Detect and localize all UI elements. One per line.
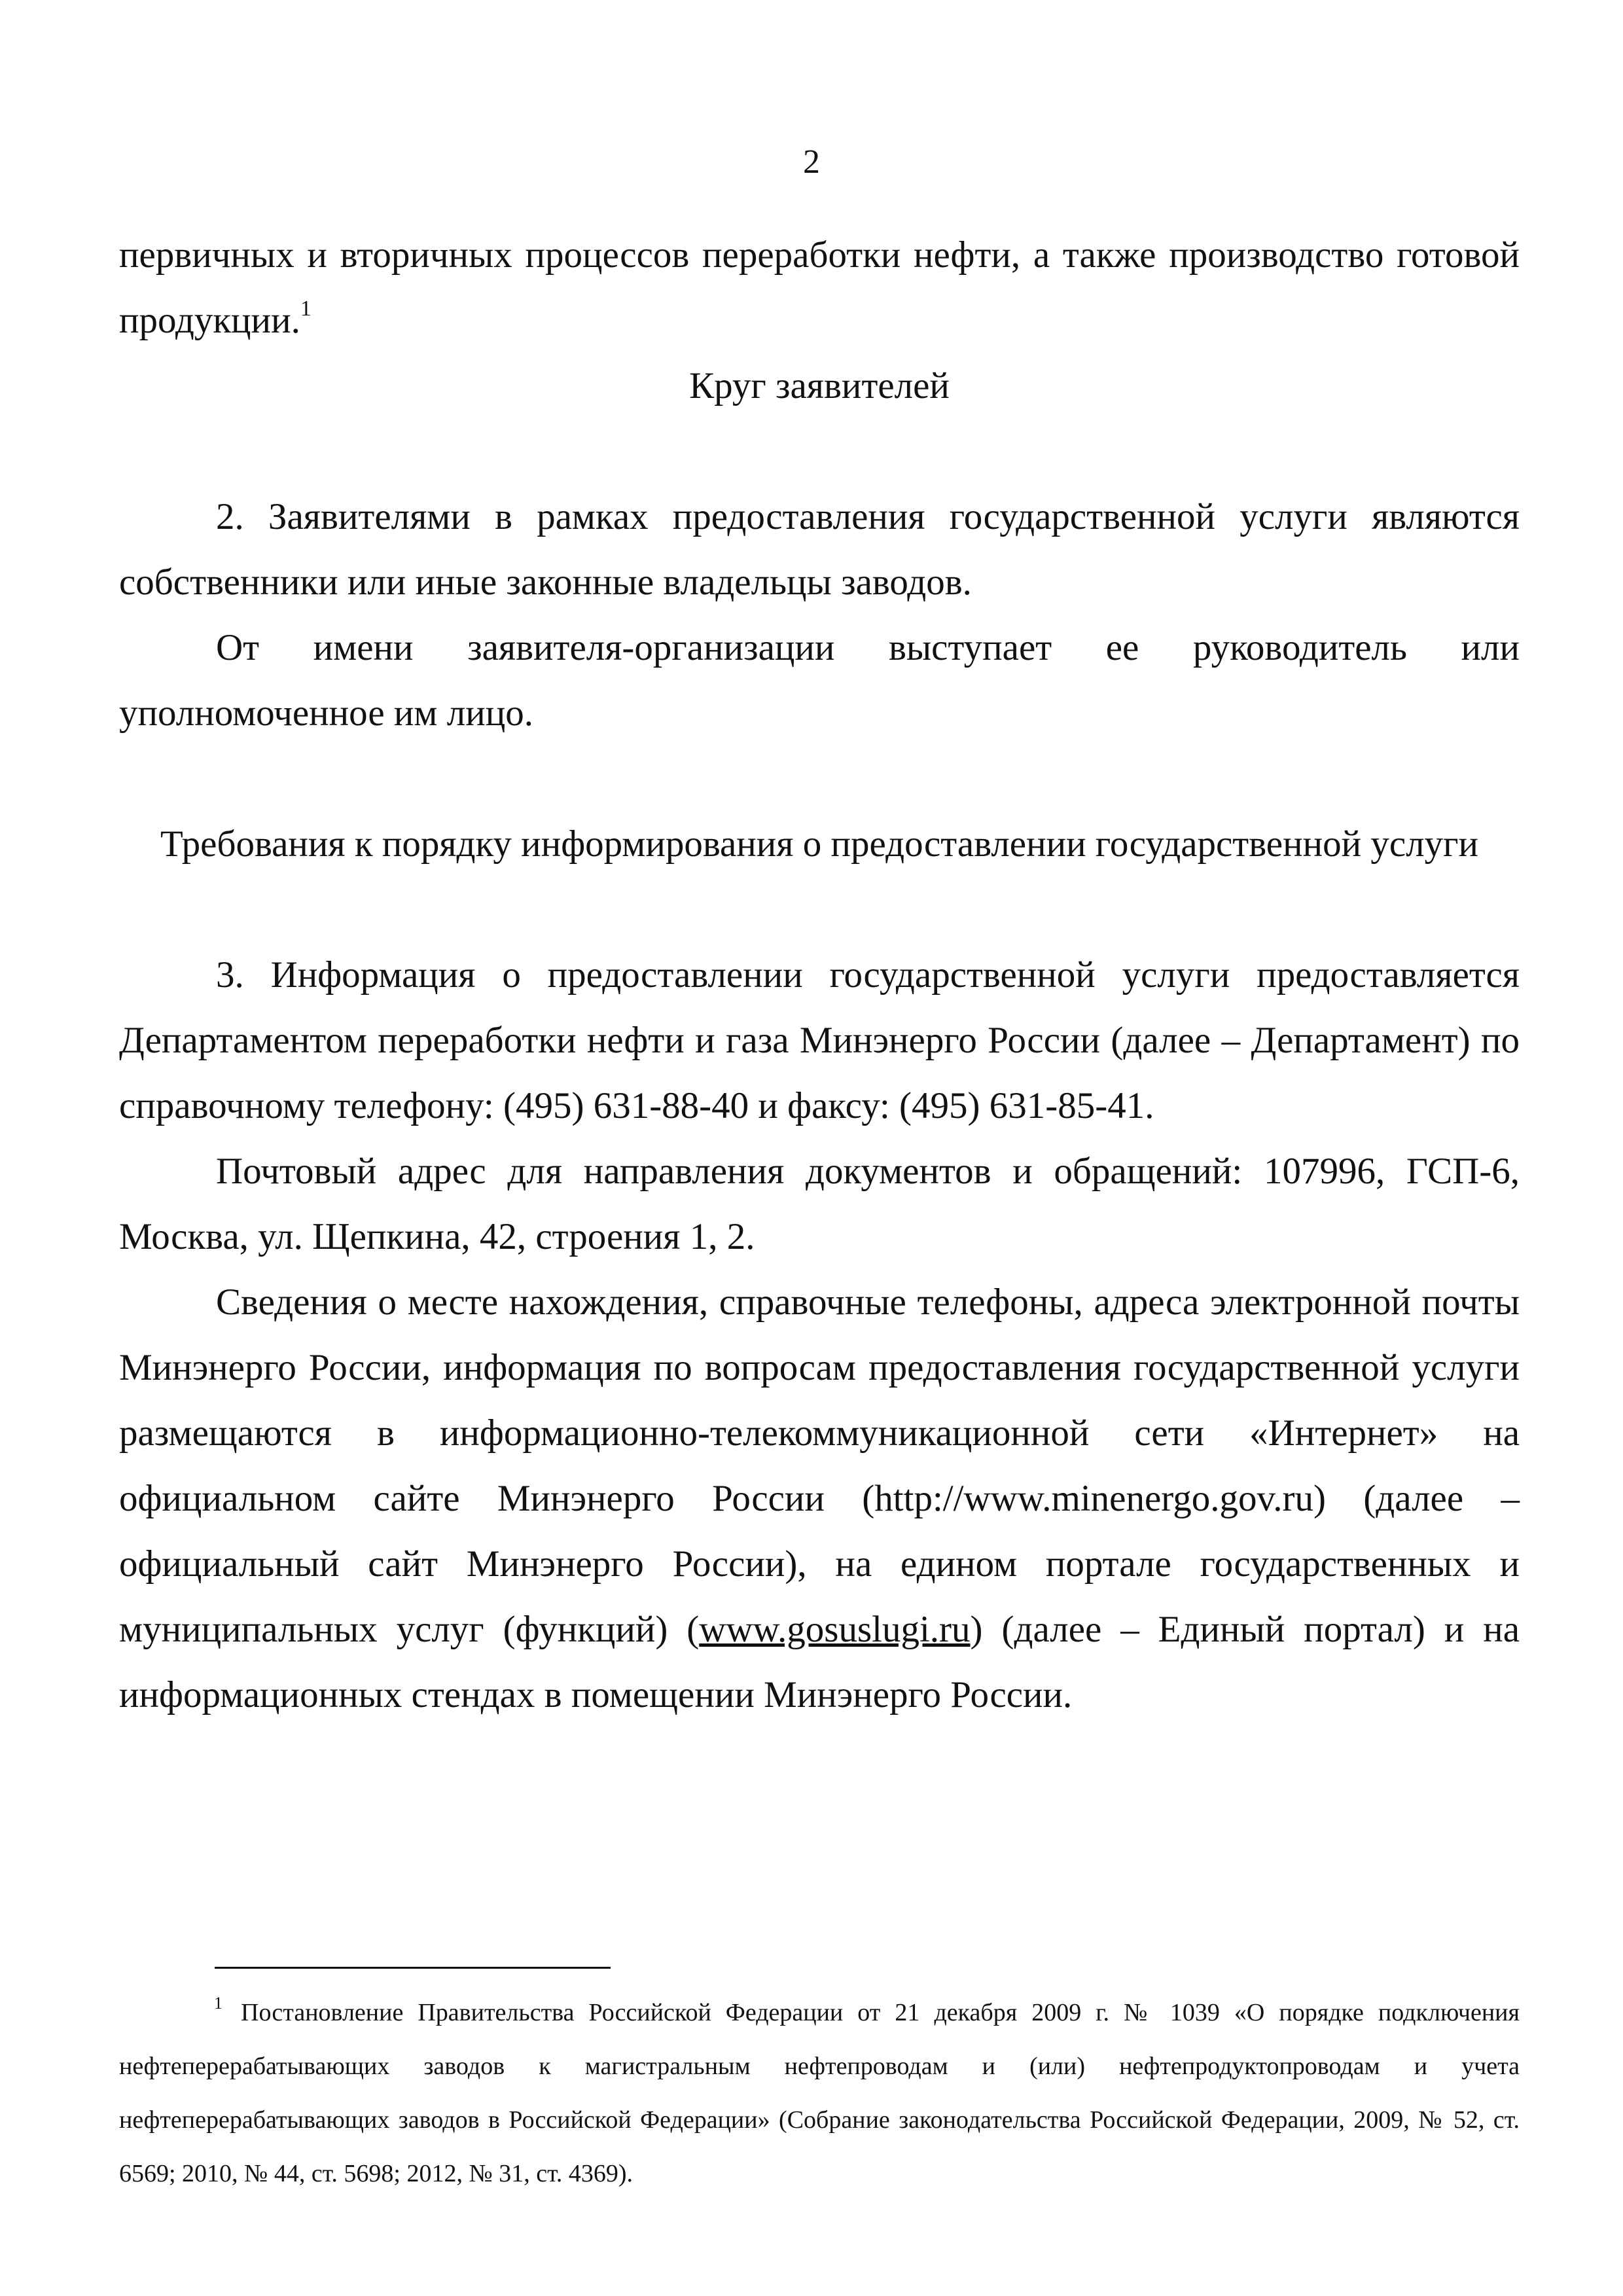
paragraph-representative: От имени заявителя-организации выступает ее руководитель или уполномоченное им лицо. xyxy=(119,627,1520,734)
footnote-reference: 1 xyxy=(300,296,312,321)
document-body xyxy=(119,223,1520,1728)
paragraph-3: 3. Информация о предоставлении государственной услуги предоставляется Департаментом переработки нефти и газа Минэнерго России (далее – Департамент) по справочному телефону: (495) 631-88-40 и факсу: (495) 631-85-41. xyxy=(119,954,1520,1126)
footnote-number: 1 xyxy=(214,1994,223,2013)
footnote-separator xyxy=(215,1967,611,1969)
paragraph-postal-address: Почтовый адрес для направления документов и обращений: 107996, ГСП-6, Москва, ул. Щепкина, 42, строения 1, 2. xyxy=(119,1151,1520,1257)
footnote xyxy=(119,1986,1520,2200)
page-number: 2 xyxy=(803,143,820,181)
paragraph-contact-info xyxy=(119,1270,1520,1728)
section-heading-information-requirements: Требования к порядку информирования о предоставлении государственной услуги xyxy=(160,823,1478,865)
continuation-text: первичных и вторичных процессов переработки нефти, а также производство готовой продукции. xyxy=(119,234,1520,341)
section-heading-applicants: Круг заявителей xyxy=(689,365,950,406)
paragraph-2: 2. Заявителями в рамках предоставления государственной услуги являются собственники или иные законные владельцы заводов. xyxy=(119,496,1520,603)
contact-info-text-end: ) (далее – Единый портал) и на информационных стендах в помещении Минэнерго России. xyxy=(119,1609,1520,1715)
footnote-text: Постановление Правительства Российской Федерации от 21 декабря 2009 г. № 1039 «О порядке подключения нефтеперерабатывающих заводов к магистральным нефтепроводам и (или) нефтепродуктопроводам и учета нефтеперерабатывающих заводов в Российской Федерации» (Собрание законодательства Российской Федерации, 2009, № 52, ст. 6569; 2010, № 44, ст. 5698; 2012, № 31, ст. 4369). xyxy=(119,1999,1520,2187)
gosuslugi-link[interactable]: www.gosuslugi.ru xyxy=(699,1609,971,1650)
contact-info-text: Сведения о месте нахождения, справочные телефоны, адреса электронной почты Минэнерго России, информация по вопросам предоставления государственной услуги размещаются в информационно-телекоммуникационной сети «Интернет» на официальном сайте Минэнерго России (http://www.minenergo.gov.ru) (далее – официальный сайт Минэнерго России), на едином портале государственных и муниципальных услуг (функций) ( xyxy=(119,1282,1520,1650)
continuation-paragraph xyxy=(119,223,1520,353)
